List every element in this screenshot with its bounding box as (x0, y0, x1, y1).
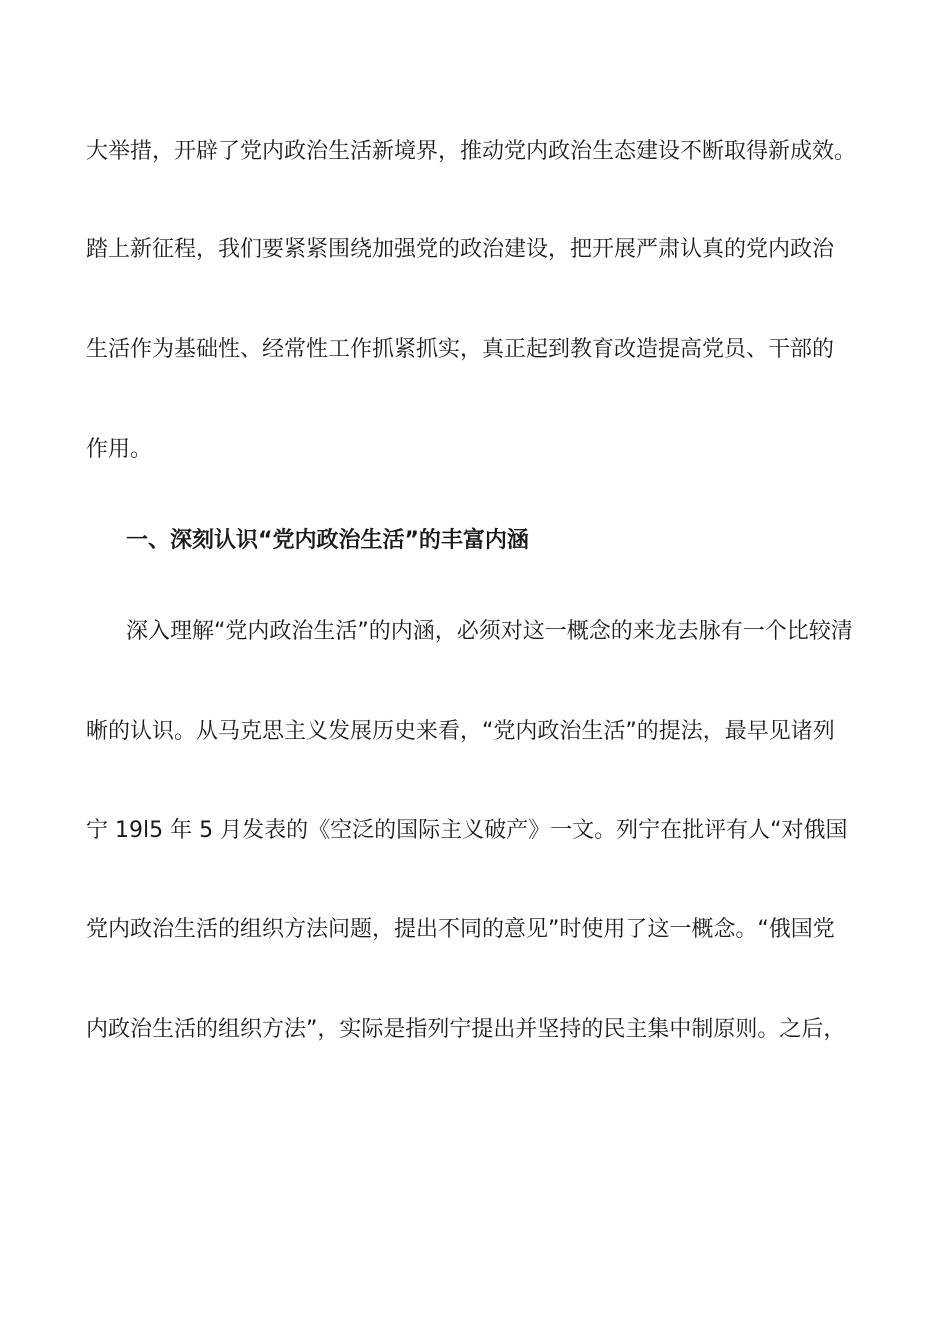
paragraph-line: 踏上新征程，我们要紧紧围绕加强党的政治建设，把开展严肃认真的党内政治 (86, 237, 835, 262)
paragraph-line: 宁 19l5 年 5 月发表的《空泛的国际主义破产》一文。列宁在批评有人“对俄国 (86, 818, 848, 843)
paragraph-line: 党内政治生活的组织方法问题，提出不同的意见”时使用了这一概念。“俄国党 (86, 917, 835, 942)
paragraph-line: 生活作为基础性、经常性工作抓紧抓实，真正起到教育改造提高党员、干部的 (86, 337, 835, 362)
paragraph-line: 深入理解“党内政治生活”的内涵，必须对这一概念的来龙去脉有一个比较清 (126, 619, 853, 644)
paragraph-line: 大举措，开辟了党内政治生活新境界，推动党内政治生态建设不断取得新成效。 (86, 139, 857, 164)
section-heading: 一、深刻认识“党内政治生活”的丰富内涵 (126, 528, 529, 553)
paragraph-line: 作用。 (86, 437, 153, 462)
paragraph-line: 晰的认识。从马克思主义发展历史来看，“党内政治生活”的提法，最早见诸列 (86, 719, 835, 744)
paragraph-line: 内政治生活的组织方法”，实际是指列宁提出并坚持的民主集中制原则。之后， (86, 1017, 846, 1042)
